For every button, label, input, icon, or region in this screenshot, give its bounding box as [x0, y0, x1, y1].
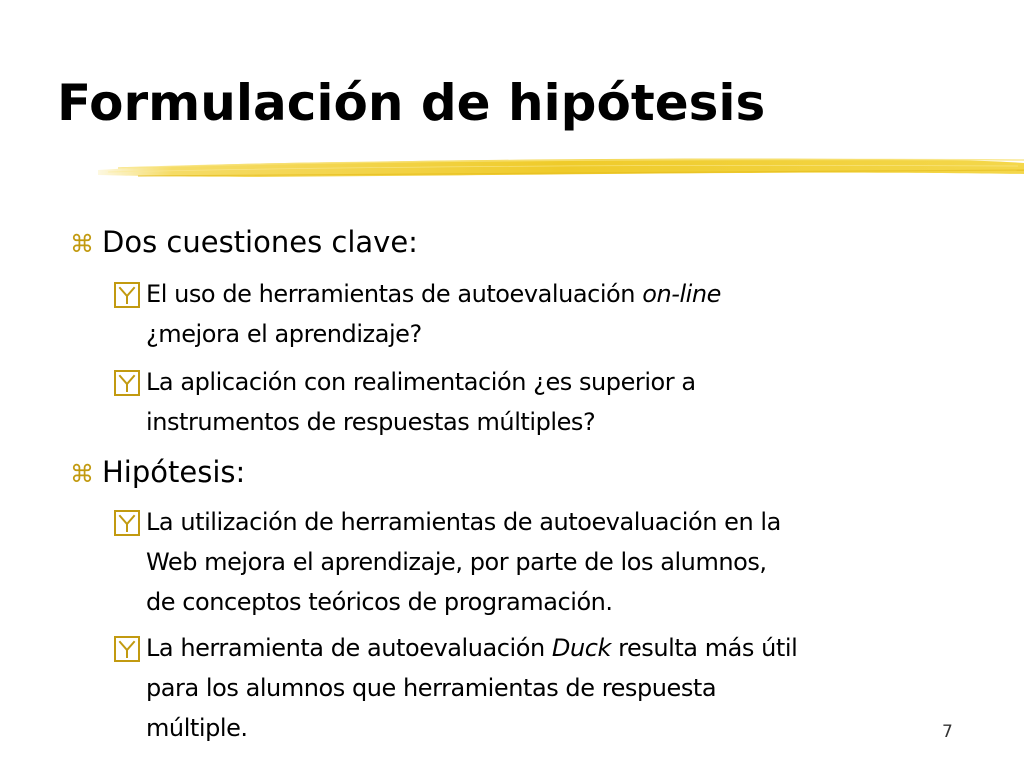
checkbox-icon — [114, 362, 146, 396]
checkbox-icon — [114, 502, 146, 536]
page-number: 7 — [942, 722, 953, 742]
bullet-text — [146, 628, 966, 748]
text-line: múltiple. — [146, 714, 248, 742]
checkbox-icon — [114, 274, 146, 308]
emphasis-text: Duck — [551, 634, 611, 662]
text-line: Web mejora el aprendizaje, por parte de los alumnos, — [146, 548, 767, 576]
slide-title: Formulación de hipótesis — [57, 74, 766, 132]
emphasis-text: on-line — [642, 280, 721, 308]
yellow-brush-underline — [98, 146, 1024, 186]
bullet-heading: Hipótesis: — [102, 455, 246, 489]
checkbox-icon — [114, 628, 146, 662]
text-line: La aplicación con realimentación ¿es superior a — [146, 368, 696, 396]
bullet-text — [146, 362, 966, 442]
bullet-level1 — [62, 224, 418, 260]
text-line: La utilización de herramientas de autoevaluación en la — [146, 508, 781, 536]
text-line: para los alumnos que herramientas de respuesta — [146, 674, 717, 702]
bullet-heading: Dos cuestiones clave: — [102, 225, 418, 259]
text-line: La herramienta de autoevaluación Duck resulta más útil — [146, 634, 798, 662]
command-icon: ⌘ — [70, 230, 94, 258]
bullet-level1 — [62, 454, 245, 490]
bullet-level2 — [114, 274, 974, 354]
command-icon: ⌘ — [70, 460, 94, 488]
text-line: de conceptos teóricos de programación. — [146, 588, 613, 616]
text-line: instrumentos de respuestas múltiples? — [146, 408, 596, 436]
bullet-level2 — [114, 628, 974, 748]
bullet-text — [146, 502, 966, 622]
text-line: ¿mejora el aprendizaje? — [146, 320, 422, 348]
bullet-level2 — [114, 362, 974, 442]
bullet-text — [146, 274, 966, 354]
bullet-level2 — [114, 502, 974, 622]
text-line: El uso de herramientas de autoevaluación on-line — [146, 280, 721, 308]
